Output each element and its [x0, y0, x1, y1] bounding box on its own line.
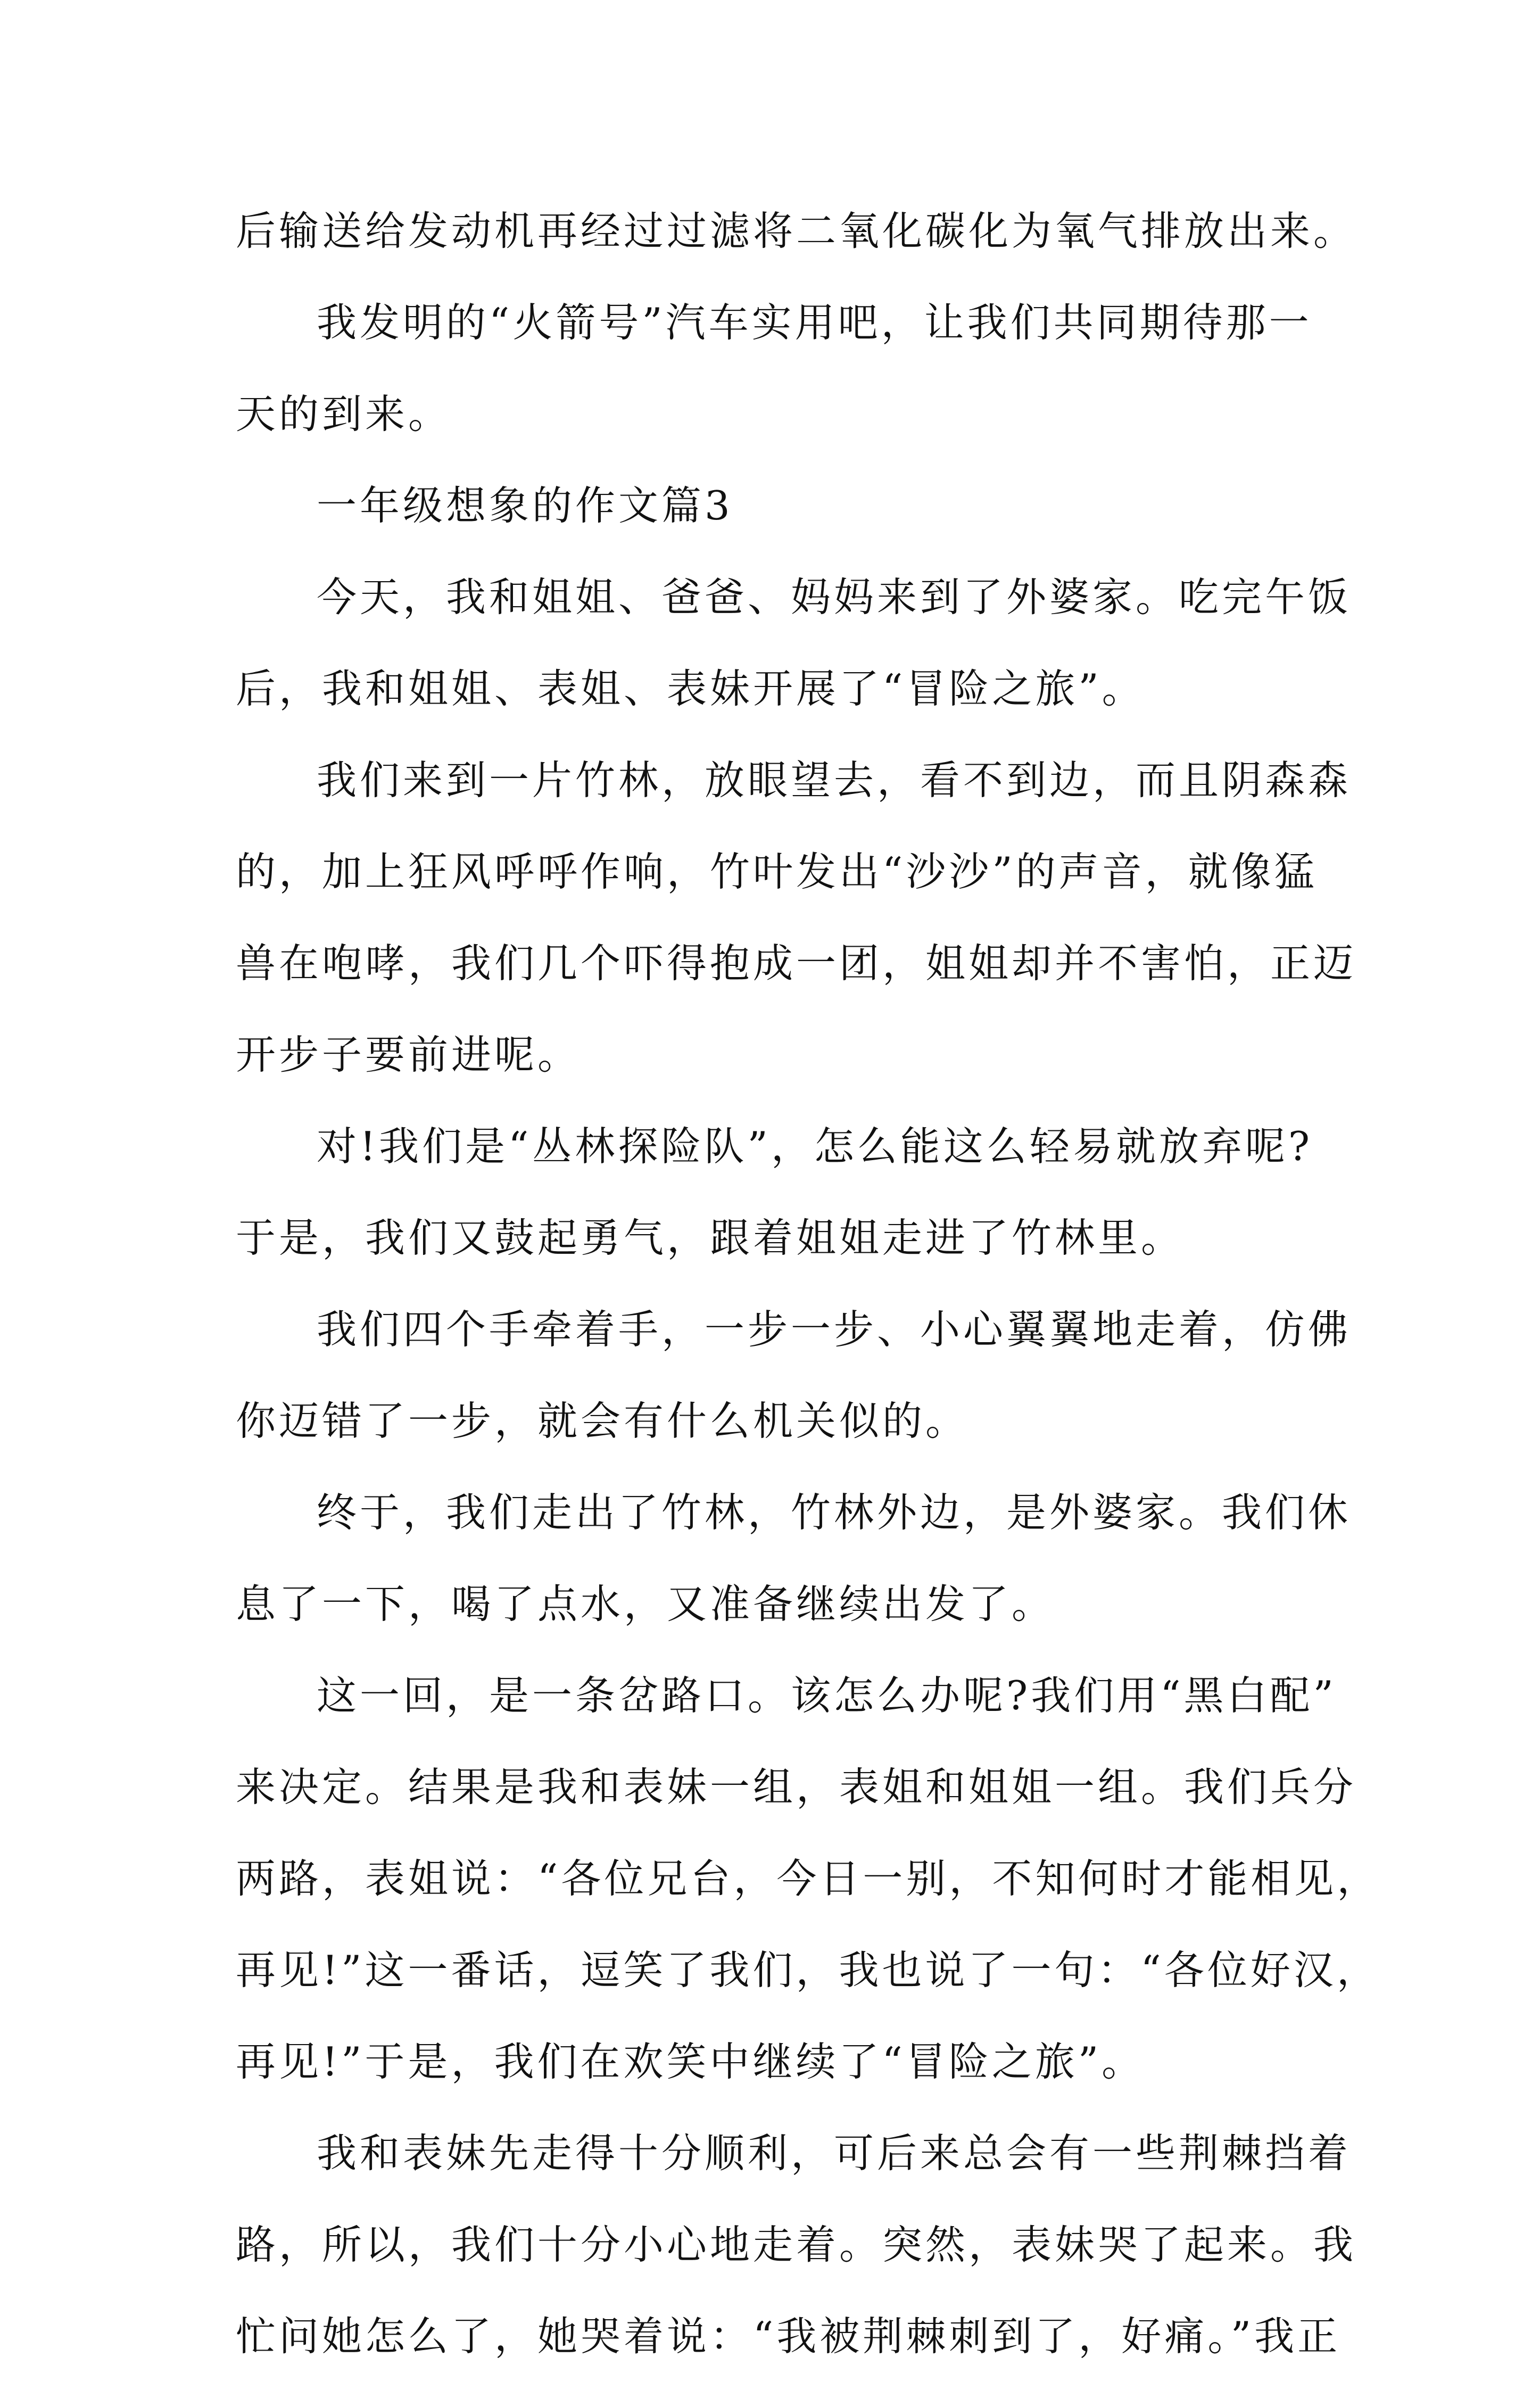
text-line: 我发明的“火箭号”汽车实用吧，让我们共同期待那一	[317, 299, 1312, 346]
text-line: 后输送给发动机再经过过滤将二氧化碳化为氧气排放出来。	[236, 208, 1357, 254]
text-line: 我和表妹先走得十分顺利，可后来总会有一些荆棘挡着	[317, 2130, 1352, 2177]
text-line: 的，加上狂风呼呼作响，竹叶发出“沙沙”的声音，就像猛	[236, 848, 1318, 895]
text-line: 后，我和姐姐、表姐、表妹开展了“冒险之旅”。	[236, 665, 1145, 712]
section-heading: 一年级想象的作文篇3	[317, 482, 733, 529]
text-line: 开步子要前进呢。	[236, 1031, 581, 1078]
text-line: 再见!”于是，我们在欢笑中继续了“冒险之旅”。	[236, 2038, 1145, 2085]
text-line: 你迈错了一步，就会有什么机关似的。	[236, 1397, 969, 1444]
text-line: 我们来到一片竹林，放眼望去，看不到边，而且阴森森	[317, 757, 1352, 804]
text-line: 于是，我们又鼓起勇气，跟着姐姐走进了竹林里。	[236, 1214, 1185, 1261]
text-line: 两路，表姐说：“各位兄台，今日一别，不知何时才能相见，	[236, 1855, 1380, 1902]
text-line: 路，所以，我们十分小心地走着。突然，表妹哭了起来。我	[236, 2221, 1357, 2268]
text-line: 天的到来。	[236, 391, 452, 437]
text-line: 今天，我和姐姐、爸爸、妈妈来到了外婆家。吃完午饭	[317, 574, 1352, 621]
text-line: 这一回，是一条岔路口。该怎么办呢?我们用“黑白配”	[317, 1672, 1337, 1719]
text-line: 忙问她怎么了，她哭着说：“我被荆棘刺到了，好痛。”我正	[236, 2313, 1341, 2360]
text-line: 再见!”这一番话，逗笑了我们，我也说了一句：“各位好汉，	[236, 1947, 1380, 1994]
text-line: 兽在咆哮，我们几个吓得抱成一团，姐姐却并不害怕，正迈	[236, 940, 1357, 987]
text-line: 息了一下，喝了点水，又准备继续出发了。	[236, 1581, 1055, 1627]
text-line: 我们四个手牵着手，一步一步、小心翼翼地走着，仿佛	[317, 1306, 1352, 1353]
text-line: 对!我们是“丛林探险队”，怎么能这么轻易就放弃呢?	[317, 1123, 1313, 1170]
text-line: 终于，我们走出了竹林，竹林外边，是外婆家。我们休	[317, 1489, 1352, 1536]
document-body	[236, 185, 1380, 2382]
text-line: 来决定。结果是我和表妹一组，表姐和姐姐一组。我们兵分	[236, 1764, 1357, 1810]
